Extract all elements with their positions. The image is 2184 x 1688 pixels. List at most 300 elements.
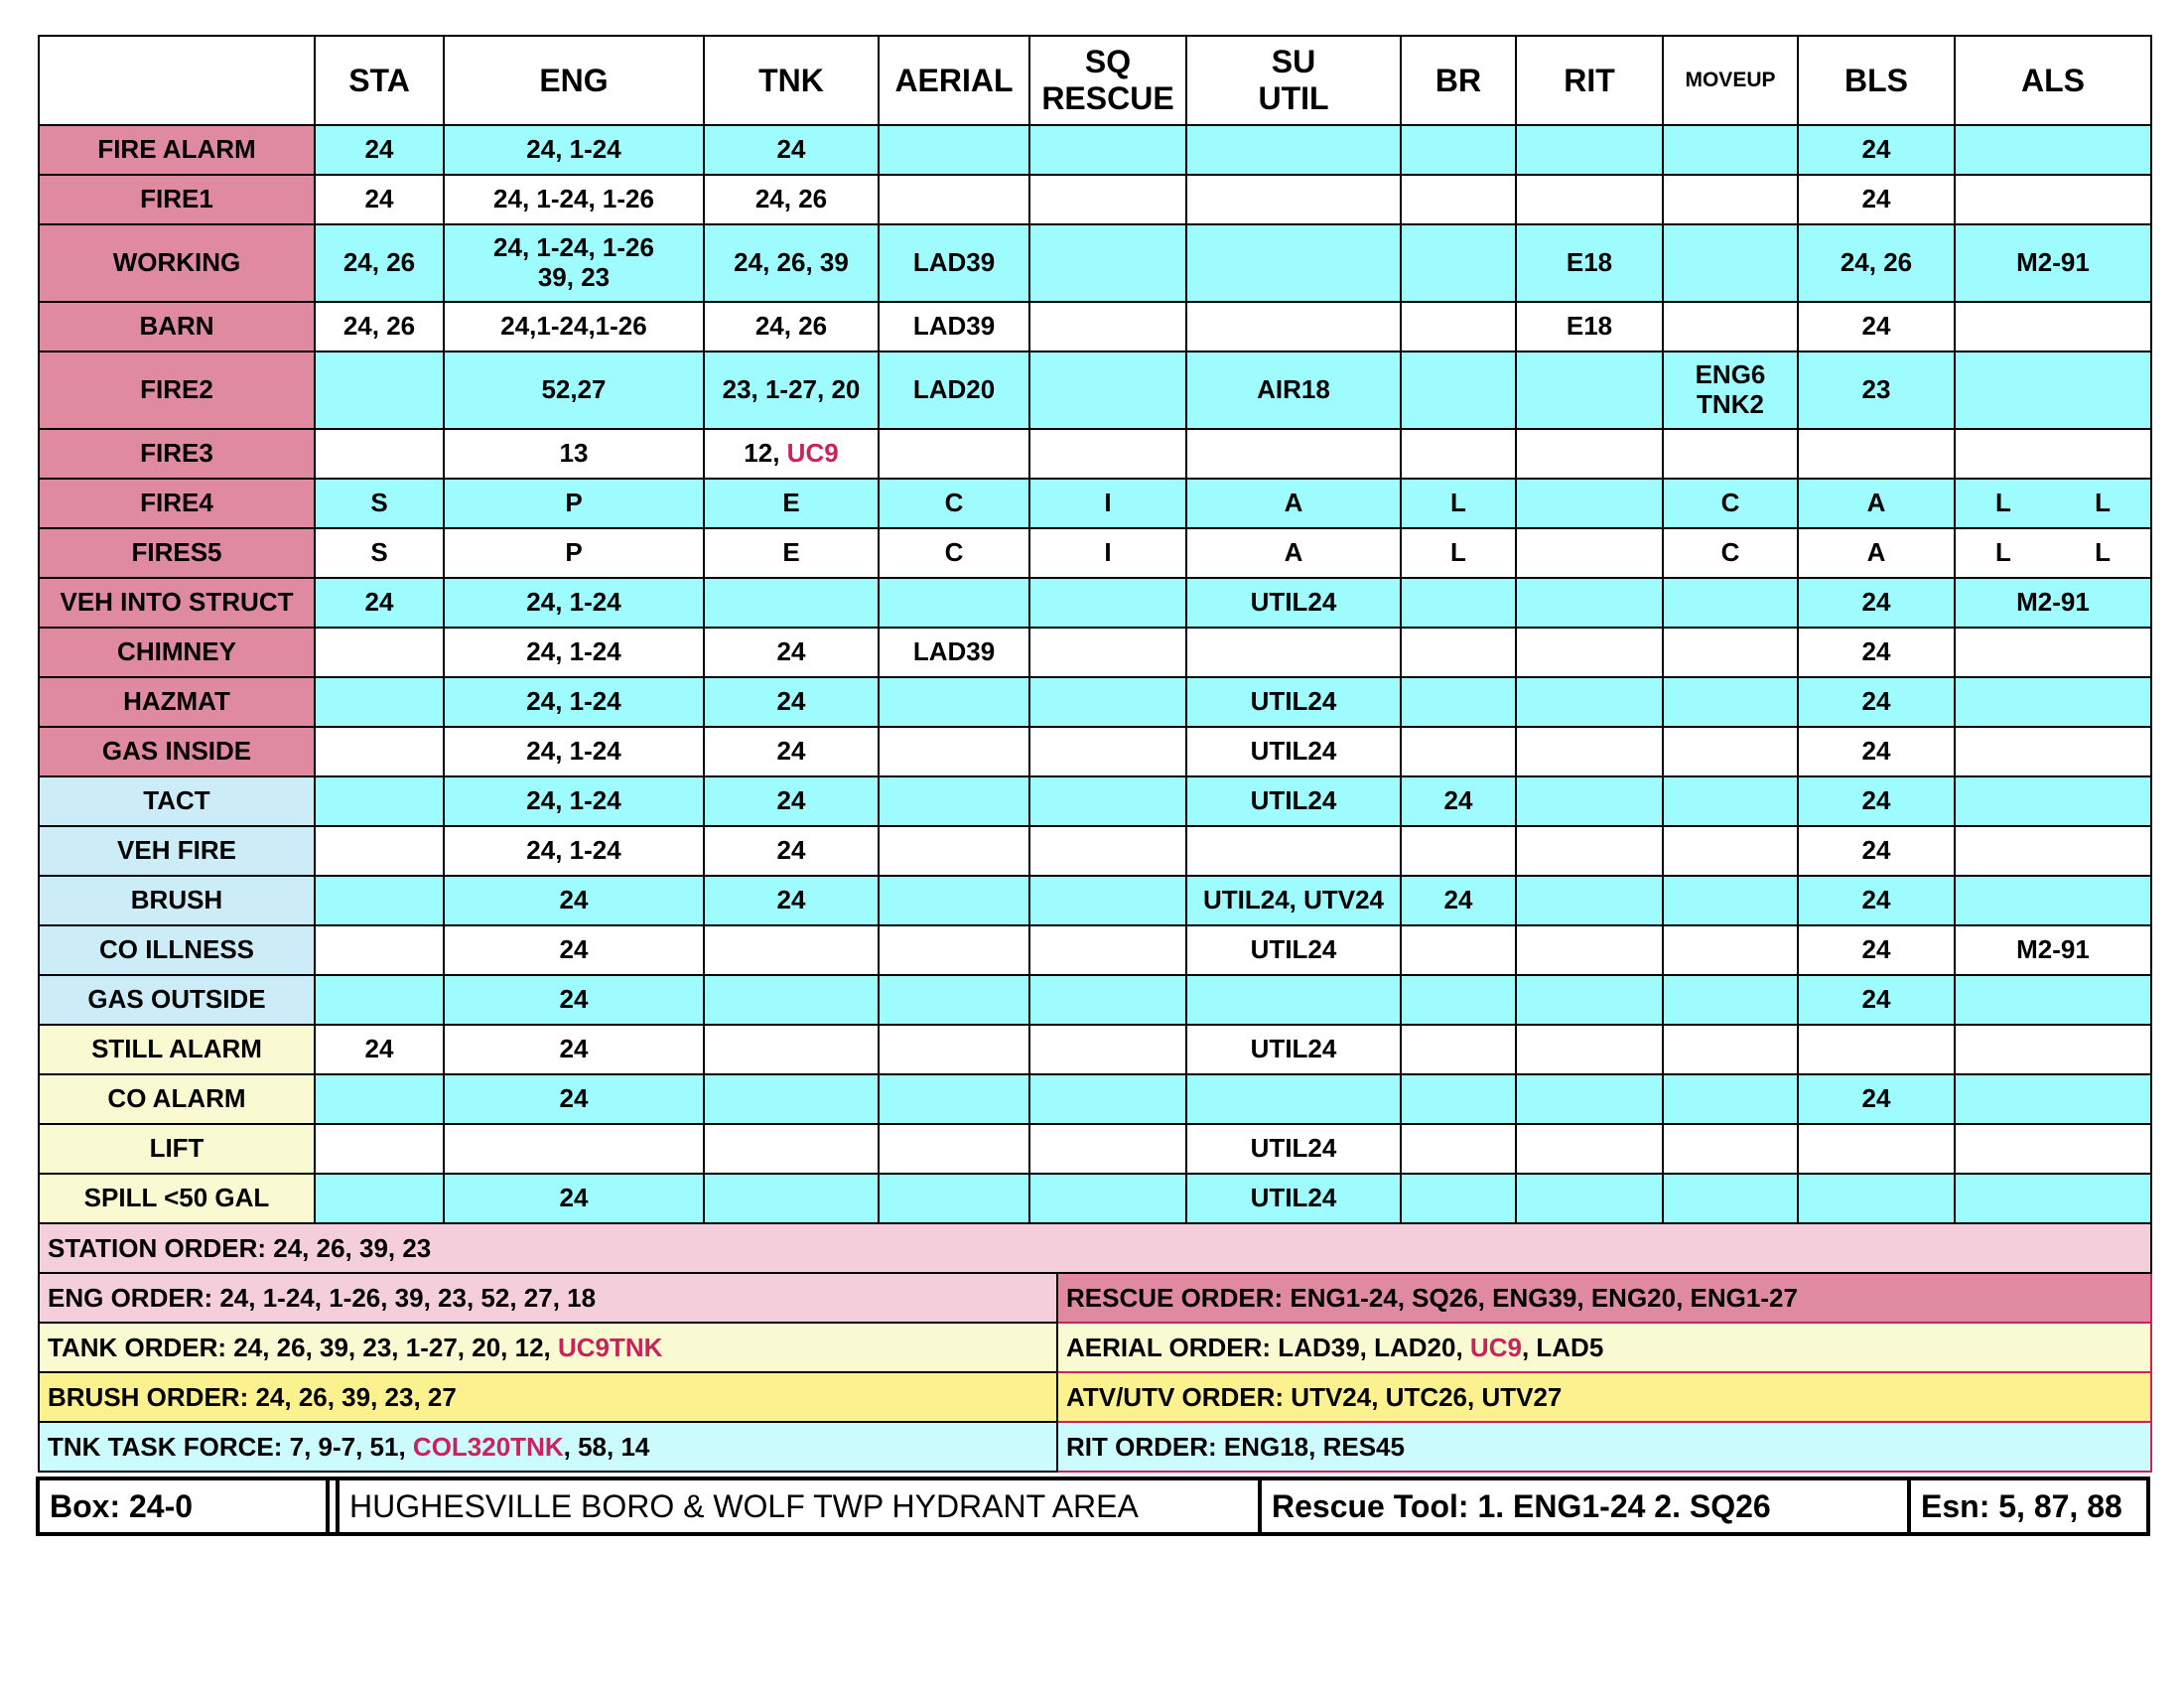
cell-eng: 24 <box>444 925 704 975</box>
cell-sq-rescue <box>1029 578 1186 628</box>
cell-als <box>1955 302 2151 352</box>
cell-aerial <box>879 1025 1029 1074</box>
cell-sta: 24 <box>315 125 444 175</box>
run-card-sheet <box>38 35 2150 1473</box>
cell-aerial: LAD39 <box>879 302 1029 352</box>
row-label: BRUSH <box>39 876 315 925</box>
cell-bls: 24 <box>1798 677 1955 727</box>
table-row <box>39 429 2151 479</box>
cell-rit <box>1516 776 1663 826</box>
cell-tnk: 24 <box>704 727 879 776</box>
cell-su-util: UTIL24 <box>1186 1025 1401 1074</box>
cell-sq-rescue <box>1029 1074 1186 1124</box>
rescue-tool: Rescue Tool: 1. ENG1-24 2. SQ26 <box>1262 1480 1911 1532</box>
cell-als <box>1955 876 2151 925</box>
cell-als <box>1955 1025 2151 1074</box>
cell-su-util: A <box>1186 479 1401 528</box>
cell-sq-rescue <box>1029 677 1186 727</box>
cell-sta <box>315 352 444 429</box>
table-row <box>39 677 2151 727</box>
cell-rit <box>1516 876 1663 925</box>
col-header-moveup: MOVEUP <box>1663 36 1798 125</box>
cell-br: L <box>1401 528 1516 578</box>
table-row <box>39 925 2151 975</box>
cell-br: L <box>1401 479 1516 528</box>
cell-br <box>1401 925 1516 975</box>
row-label: FIRE2 <box>39 352 315 429</box>
cell-bls: 24 <box>1798 975 1955 1025</box>
cell-su-util: UTIL24 <box>1186 1174 1401 1223</box>
cell-als <box>1955 429 2151 479</box>
cell-sta: 24 <box>315 578 444 628</box>
cell-als <box>1955 352 2151 429</box>
cell-tnk <box>704 1124 879 1174</box>
cell-aerial: C <box>879 528 1029 578</box>
col-header-br: BR <box>1401 36 1516 125</box>
row-label: GAS OUTSIDE <box>39 975 315 1025</box>
cell-bls: A <box>1798 479 1955 528</box>
cell-bls: 24 <box>1798 125 1955 175</box>
cell-bls: 24 <box>1798 776 1955 826</box>
cell-tnk: 23, 1-27, 20 <box>704 352 879 429</box>
cell-su-util <box>1186 175 1401 224</box>
table-row <box>39 776 2151 826</box>
cell-aerial: LAD39 <box>879 628 1029 677</box>
cell-sq-rescue <box>1029 352 1186 429</box>
cell-eng: 24, 1-24 <box>444 727 704 776</box>
cell-moveup <box>1663 925 1798 975</box>
tank-order-highlight: UC9TNK <box>557 1332 663 1362</box>
cell-moveup <box>1663 429 1798 479</box>
esn-list: Esn: 5, 87, 88 <box>1921 1487 2122 1524</box>
cell-br: 24 <box>1401 776 1516 826</box>
cell-aerial <box>879 727 1029 776</box>
cell-aerial <box>879 876 1029 925</box>
row-label: FIRES5 <box>39 528 315 578</box>
cell-rit <box>1516 352 1663 429</box>
cell-als: L L <box>1955 479 2151 528</box>
cell-br <box>1401 727 1516 776</box>
cell-als <box>1955 628 2151 677</box>
cell-tnk: 24 <box>704 628 879 677</box>
cell-rit: E18 <box>1516 224 1663 302</box>
cell-bls <box>1798 1174 1955 1223</box>
cell-aerial: LAD20 <box>879 352 1029 429</box>
col-header-bls: BLS <box>1798 36 1955 125</box>
cell-als: M2-91 <box>1955 578 2151 628</box>
cell-tnk: 24, 26 <box>704 175 879 224</box>
cell-aerial: C <box>879 479 1029 528</box>
cell-als <box>1955 1074 2151 1124</box>
cell-sq-rescue <box>1029 1025 1186 1074</box>
col-header-als: ALS <box>1955 36 2151 125</box>
cell-eng: 24, 1-24 <box>444 677 704 727</box>
cell-tnk: 24 <box>704 776 879 826</box>
cell-als <box>1955 727 2151 776</box>
cell-br <box>1401 429 1516 479</box>
row-label: TACT <box>39 776 315 826</box>
cell-eng: 13 <box>444 429 704 479</box>
cell-rit <box>1516 125 1663 175</box>
cell-br <box>1401 302 1516 352</box>
cell-sq-rescue <box>1029 302 1186 352</box>
cell-sta: 24 <box>315 1025 444 1074</box>
table-row <box>39 578 2151 628</box>
cell-br <box>1401 175 1516 224</box>
cell-sq-rescue <box>1029 727 1186 776</box>
cell-bls: 24 <box>1798 578 1955 628</box>
cell-eng: 24, 1-24 <box>444 826 704 876</box>
cell-su-util <box>1186 302 1401 352</box>
cell-su-util <box>1186 429 1401 479</box>
cell-eng: P <box>444 479 704 528</box>
table-row <box>39 175 2151 224</box>
response-grid <box>38 35 2152 1224</box>
cell-aerial <box>879 677 1029 727</box>
row-label: WORKING <box>39 224 315 302</box>
col-header-aerial: AERIAL <box>879 36 1029 125</box>
cell-sq-rescue <box>1029 876 1186 925</box>
aerial-order-tail: , LAD5 <box>1521 1332 1604 1362</box>
table-row <box>39 528 2151 578</box>
cell-eng: 24 <box>444 1074 704 1124</box>
cell-als <box>1955 677 2151 727</box>
cell-tnk <box>704 1174 879 1223</box>
cell-sq-rescue <box>1029 1124 1186 1174</box>
table-row <box>39 1174 2151 1223</box>
row-label: GAS INSIDE <box>39 727 315 776</box>
cell-tnk <box>704 1074 879 1124</box>
cell-bls: 24 <box>1798 876 1955 925</box>
cell-eng: 24 <box>444 1174 704 1223</box>
cell-br <box>1401 826 1516 876</box>
cell-bls <box>1798 1124 1955 1174</box>
table-row <box>39 628 2151 677</box>
row-label: LIFT <box>39 1124 315 1174</box>
table-row <box>39 479 2151 528</box>
cell-rit <box>1516 1074 1663 1124</box>
box-number: Box: 24-0 <box>40 1480 330 1532</box>
cell-br <box>1401 224 1516 302</box>
cell-tnk: 24 <box>704 876 879 925</box>
cell-bls <box>1798 1025 1955 1074</box>
cell-moveup <box>1663 302 1798 352</box>
cell-sq-rescue <box>1029 826 1186 876</box>
cell-su-util: AIR18 <box>1186 352 1401 429</box>
cell-rit <box>1516 826 1663 876</box>
cell-br <box>1401 1074 1516 1124</box>
cell-sta: 24, 26 <box>315 224 444 302</box>
cell-bls: 24 <box>1798 925 1955 975</box>
cell-bls: 24 <box>1798 302 1955 352</box>
cell-moveup <box>1663 1174 1798 1223</box>
orders-table <box>38 1222 2152 1473</box>
cell-bls: 24 <box>1798 1074 1955 1124</box>
cell-aerial <box>879 175 1029 224</box>
cell-tnk <box>704 578 879 628</box>
cell-su-util <box>1186 1074 1401 1124</box>
row-label: CO ALARM <box>39 1074 315 1124</box>
cell-sta <box>315 925 444 975</box>
cell-sta: S <box>315 479 444 528</box>
cell-su-util <box>1186 628 1401 677</box>
cell-eng <box>444 1124 704 1174</box>
cell-als <box>1955 175 2151 224</box>
cell-tnk: 24 <box>704 677 879 727</box>
cell-moveup <box>1663 578 1798 628</box>
cell-br: 24 <box>1401 876 1516 925</box>
cell-aerial <box>879 429 1029 479</box>
cell-bls: 24 <box>1798 727 1955 776</box>
cell-tnk: 24, 26 <box>704 302 879 352</box>
cell-bls: 24, 26 <box>1798 224 1955 302</box>
col-header-corner <box>39 36 315 125</box>
cell-tnk: 24 <box>704 125 879 175</box>
row-label: FIRE4 <box>39 479 315 528</box>
cell-als <box>1955 125 2151 175</box>
row-label: VEH INTO STRUCT <box>39 578 315 628</box>
cell-tnk: E <box>704 479 879 528</box>
cell-aerial <box>879 578 1029 628</box>
cell-su-util <box>1186 975 1401 1025</box>
cell-sta: 24, 26 <box>315 302 444 352</box>
cell-br <box>1401 578 1516 628</box>
cell-bls: 24 <box>1798 628 1955 677</box>
cell-als: L L <box>1955 528 2151 578</box>
cell-als <box>1955 975 2151 1025</box>
cell-als <box>1955 776 2151 826</box>
cell-rit <box>1516 1174 1663 1223</box>
table-row <box>39 826 2151 876</box>
cell-als <box>1955 826 2151 876</box>
cell-aerial <box>879 776 1029 826</box>
cell-tnk <box>704 975 879 1025</box>
footer-bar <box>36 1477 2150 1536</box>
table-row <box>39 1025 2151 1074</box>
cell-su-util: UTIL24, UTV24 <box>1186 876 1401 925</box>
cell-rit <box>1516 175 1663 224</box>
cell-eng: 24, 1-24 <box>444 125 704 175</box>
cell-eng: 24, 1-24, 1-26 39, 23 <box>444 224 704 302</box>
cell-moveup <box>1663 1124 1798 1174</box>
cell-eng: 24 <box>444 876 704 925</box>
cell-sta <box>315 776 444 826</box>
cell-eng: P <box>444 528 704 578</box>
station-order: STATION ORDER: 24, 26, 39, 23 <box>39 1223 2151 1273</box>
row-label: BARN <box>39 302 315 352</box>
cell-tnk <box>704 1025 879 1074</box>
rescue-order: RESCUE ORDER: ENG1-24, SQ26, ENG39, ENG20, ENG1-27 <box>1057 1273 2151 1323</box>
row-label: FIRE1 <box>39 175 315 224</box>
area-name: HUGHESVILLE BORO & WOLF TWP HYDRANT AREA <box>340 1480 1262 1532</box>
cell-sq-rescue: I <box>1029 528 1186 578</box>
cell-su-util: UTIL24 <box>1186 776 1401 826</box>
cell-sq-rescue <box>1029 925 1186 975</box>
cell-su-util <box>1186 224 1401 302</box>
cell-sq-rescue <box>1029 1174 1186 1223</box>
cell-br <box>1401 1124 1516 1174</box>
cell-moveup <box>1663 628 1798 677</box>
table-row <box>39 1124 2151 1174</box>
cell-aerial <box>879 975 1029 1025</box>
cell-su-util: UTIL24 <box>1186 727 1401 776</box>
cell-tnk: 24 <box>704 826 879 876</box>
cell-als: M2-91 <box>1955 925 2151 975</box>
cell-eng: 24, 1-24 <box>444 628 704 677</box>
cell-aerial <box>879 1124 1029 1174</box>
cell-sta: 24 <box>315 175 444 224</box>
cell-sta <box>315 826 444 876</box>
cell-sta <box>315 1124 444 1174</box>
cell-su-util <box>1186 125 1401 175</box>
aerial-order-text: AERIAL ORDER: LAD39, LAD20, <box>1066 1332 1470 1362</box>
cell-bls: 23 <box>1798 352 1955 429</box>
cell-aerial <box>879 826 1029 876</box>
cell-sta <box>315 677 444 727</box>
table-row <box>39 975 2151 1025</box>
cell-bls <box>1798 429 1955 479</box>
cell-br <box>1401 677 1516 727</box>
cell-bls: A <box>1798 528 1955 578</box>
cell-su-util: UTIL24 <box>1186 677 1401 727</box>
tnk-task-force-tail: , 58, 14 <box>563 1431 650 1462</box>
row-label: VEH FIRE <box>39 826 315 876</box>
cell-moveup <box>1663 125 1798 175</box>
table-row <box>39 1074 2151 1124</box>
aerial-order-highlight: UC9 <box>1469 1332 1522 1362</box>
cell-aerial <box>879 1074 1029 1124</box>
cell-moveup: ENG6 TNK2 <box>1663 352 1798 429</box>
col-header-eng: ENG <box>444 36 704 125</box>
cell-als: M2-91 <box>1955 224 2151 302</box>
cell-su-util: UTIL24 <box>1186 578 1401 628</box>
cell-aerial <box>879 125 1029 175</box>
col-header-tnk: TNK <box>704 36 879 125</box>
cell-br <box>1401 1025 1516 1074</box>
cell-als <box>1955 1174 2151 1223</box>
cell-sq-rescue: I <box>1029 479 1186 528</box>
cell-sq-rescue <box>1029 175 1186 224</box>
cell-rit <box>1516 479 1663 528</box>
cell-moveup <box>1663 975 1798 1025</box>
cell-su-util: UTIL24 <box>1186 1124 1401 1174</box>
cell-moveup <box>1663 175 1798 224</box>
cell-su-util <box>1186 826 1401 876</box>
cell-sta <box>315 975 444 1025</box>
cell-br <box>1401 628 1516 677</box>
cell-rit <box>1516 528 1663 578</box>
eng-order: ENG ORDER: 24, 1-24, 1-26, 39, 23, 52, 27, 18 <box>39 1273 1057 1323</box>
header-row <box>39 36 2151 125</box>
row-label: FIRE ALARM <box>39 125 315 175</box>
cell-moveup <box>1663 1074 1798 1124</box>
cell-aerial: LAD39 <box>879 224 1029 302</box>
cell-sq-rescue <box>1029 776 1186 826</box>
cell-rit <box>1516 1025 1663 1074</box>
cell-eng: 24, 1-24, 1-26 <box>444 175 704 224</box>
cell-sta <box>315 1174 444 1223</box>
cell-sq-rescue <box>1029 975 1186 1025</box>
cell-eng: 24 <box>444 1025 704 1074</box>
cell-sta <box>315 628 444 677</box>
tank-order-text: TANK ORDER: 24, 26, 39, 23, 1-27, 20, 12, <box>48 1332 558 1362</box>
footer-spacer <box>330 1480 340 1532</box>
grid-body <box>39 125 2151 1223</box>
cell-su-util: UTIL24 <box>1186 925 1401 975</box>
cell-sta <box>315 429 444 479</box>
cell-moveup <box>1663 826 1798 876</box>
cell-als <box>1955 1124 2151 1174</box>
cell-moveup <box>1663 677 1798 727</box>
cell-aerial <box>879 925 1029 975</box>
cell-eng: 24, 1-24 <box>444 578 704 628</box>
col-header-sq-rescue: SQ RESCUE <box>1029 36 1186 125</box>
col-header-sta: STA <box>315 36 444 125</box>
cell-moveup <box>1663 1025 1798 1074</box>
tnk-task-force-highlight: COL320TNK <box>412 1431 564 1462</box>
cell-moveup <box>1663 224 1798 302</box>
cell-tnk: 12, UC9 <box>704 429 879 479</box>
cell-sta <box>315 876 444 925</box>
col-header-rit: RIT <box>1516 36 1663 125</box>
row-label: SPILL <50 GAL <box>39 1174 315 1223</box>
row-label: FIRE3 <box>39 429 315 479</box>
cell-moveup <box>1663 727 1798 776</box>
cell-moveup: C <box>1663 528 1798 578</box>
cell-br <box>1401 125 1516 175</box>
cell-br <box>1401 352 1516 429</box>
cell-sta <box>315 1074 444 1124</box>
cell-tnk: E <box>704 528 879 578</box>
cell-eng: 24 <box>444 975 704 1025</box>
cell-tnk: 24, 26, 39 <box>704 224 879 302</box>
atv-utv-order: ATV/UTV ORDER: UTV24, UTC26, UTV27 <box>1057 1372 2151 1422</box>
cell-br <box>1401 1174 1516 1223</box>
row-label: STILL ALARM <box>39 1025 315 1074</box>
row-label: HAZMAT <box>39 677 315 727</box>
cell-tnk <box>704 925 879 975</box>
cell-rit <box>1516 578 1663 628</box>
table-row <box>39 727 2151 776</box>
row-label: CO ILLNESS <box>39 925 315 975</box>
cell-rit: E18 <box>1516 302 1663 352</box>
aerial-order <box>1057 1323 2151 1372</box>
cell-sq-rescue <box>1029 429 1186 479</box>
table-row <box>39 302 2151 352</box>
cell-br <box>1401 975 1516 1025</box>
rit-order: RIT ORDER: ENG18, RES45 <box>1057 1422 2151 1472</box>
cell-sq-rescue <box>1029 224 1186 302</box>
cell-eng: 24, 1-24 <box>444 776 704 826</box>
row-label: CHIMNEY <box>39 628 315 677</box>
cell-rit <box>1516 925 1663 975</box>
tank-order <box>39 1323 1057 1372</box>
cell-sta <box>315 727 444 776</box>
cell-eng: 24,1-24,1-26 <box>444 302 704 352</box>
table-row <box>39 125 2151 175</box>
cell-eng: 52,27 <box>444 352 704 429</box>
cell-bls: 24 <box>1798 826 1955 876</box>
cell-rit <box>1516 677 1663 727</box>
cell-moveup <box>1663 776 1798 826</box>
table-row <box>39 352 2151 429</box>
cell-rit <box>1516 727 1663 776</box>
cell-rit <box>1516 429 1663 479</box>
cell-rit <box>1516 628 1663 677</box>
col-header-su-util: SU UTIL <box>1186 36 1401 125</box>
brush-order: BRUSH ORDER: 24, 26, 39, 23, 27 <box>39 1372 1057 1422</box>
table-row <box>39 224 2151 302</box>
